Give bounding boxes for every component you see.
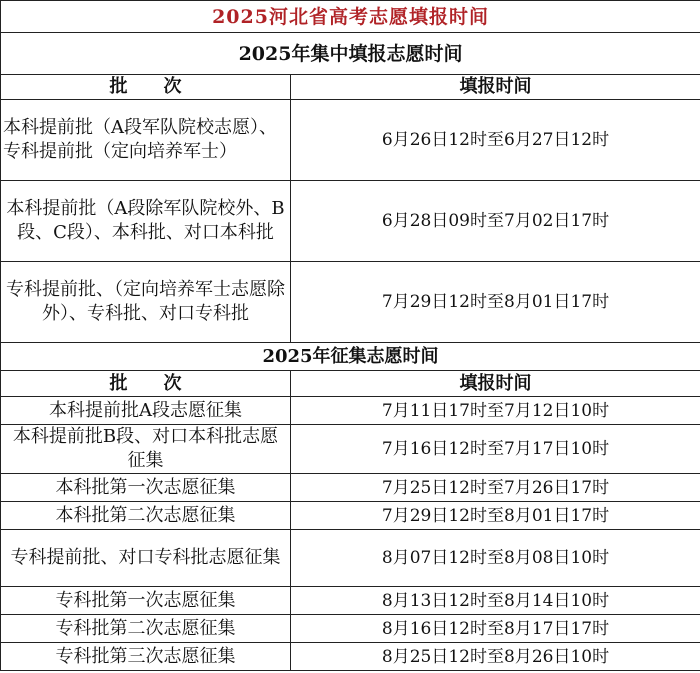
batch-cell: 专科批第一次志愿征集	[1, 587, 291, 615]
batch-cell: 本科批第二次志愿征集	[1, 502, 291, 530]
table-row	[1, 397, 700, 425]
supplementary-col-batch: 批 次	[1, 371, 291, 397]
batch-cell: 专科批第二次志愿征集	[1, 615, 291, 643]
table-row	[1, 643, 700, 671]
time-cell: 8月16日12时至8月17日17时	[291, 615, 700, 643]
batch-cell: 本科提前批（A段军队院校志愿）、专科提前批（定向培养军士）	[1, 100, 291, 181]
time-cell: 6月26日12时至6月27日12时	[291, 100, 700, 181]
batch-cell: 本科提前批（A段除军队院校外、B段、C段）、本科批、对口本科批	[1, 181, 291, 262]
time-cell: 7月16日12时至7月17日10时	[291, 425, 700, 474]
time-cell: 7月29日12时至8月01日17时	[291, 502, 700, 530]
table-row	[1, 587, 700, 615]
batch-cell: 本科批第一次志愿征集	[1, 474, 291, 502]
document-title: 2025河北省高考志愿填报时间	[1, 1, 700, 33]
table-row	[1, 262, 700, 343]
time-cell: 7月25日12时至7月26日17时	[291, 474, 700, 502]
concentrated-col-time: 填报时间	[291, 75, 700, 100]
table-row	[1, 425, 700, 474]
batch-cell: 专科提前批、（定向培养军士志愿除外）、专科批、对口专科批	[1, 262, 291, 343]
time-cell: 7月11日17时至7月12日10时	[291, 397, 700, 425]
table-row	[1, 100, 700, 181]
concentrated-section-title: 2025年集中填报志愿时间	[1, 33, 700, 75]
batch-cell: 专科批第三次志愿征集	[1, 643, 291, 671]
table-row	[1, 615, 700, 643]
concentrated-col-batch: 批 次	[1, 75, 291, 100]
table-row	[1, 474, 700, 502]
batch-cell: 本科提前批B段、对口本科批志愿征集	[1, 425, 291, 474]
table-row	[1, 530, 700, 587]
time-cell: 6月28日09时至7月02日17时	[291, 181, 700, 262]
table-row	[1, 181, 700, 262]
batch-cell: 专科提前批、对口专科批志愿征集	[1, 530, 291, 587]
batch-cell: 本科提前批A段志愿征集	[1, 397, 291, 425]
time-cell: 7月29日12时至8月01日17时	[291, 262, 700, 343]
supplementary-col-time: 填报时间	[291, 371, 700, 397]
table-row	[1, 502, 700, 530]
time-cell: 8月13日12时至8月14日10时	[291, 587, 700, 615]
time-cell: 8月25日12时至8月26日10时	[291, 643, 700, 671]
time-cell: 8月07日12时至8月08日10时	[291, 530, 700, 587]
supplementary-section-title: 2025年征集志愿时间	[1, 343, 700, 371]
